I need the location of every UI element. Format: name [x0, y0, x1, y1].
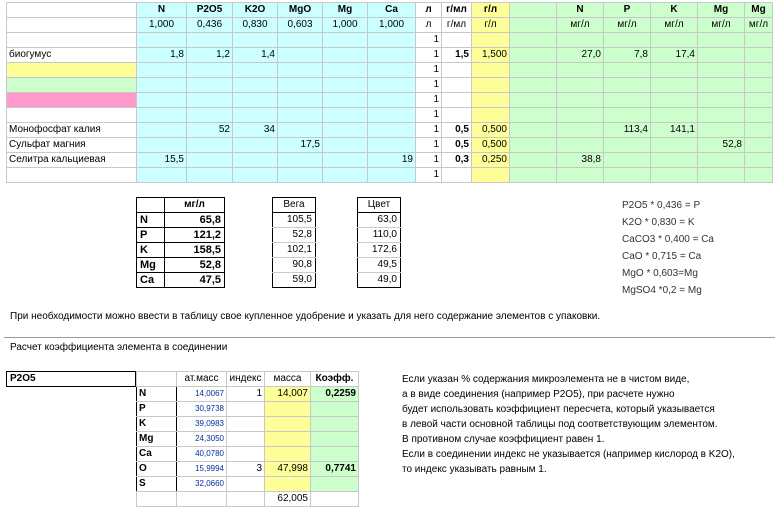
content-cell[interactable]: 34 — [233, 123, 278, 138]
fertilizer-name[interactable]: биогумус — [7, 48, 137, 63]
content-cell[interactable] — [137, 108, 187, 123]
fertilizer-row — [7, 153, 773, 168]
spacer-cell — [510, 78, 557, 93]
mg-cell — [651, 78, 698, 93]
content-cell[interactable] — [187, 78, 233, 93]
density-cell[interactable] — [442, 33, 472, 48]
content-cell[interactable]: 52 — [187, 123, 233, 138]
mg-cell — [604, 78, 651, 93]
fertilizer-name[interactable]: Монофосфат калия — [7, 123, 137, 138]
vega-table — [272, 197, 316, 288]
mass-value — [265, 447, 311, 462]
mass-value — [265, 417, 311, 432]
col-header-extra — [510, 3, 557, 18]
density-cell[interactable] — [442, 168, 472, 183]
unit-mg-2: мг/л — [651, 18, 698, 33]
mg-cell — [557, 93, 604, 108]
content-cell[interactable] — [323, 168, 368, 183]
mg-cell — [745, 93, 773, 108]
col-header-right-4: Mg — [745, 3, 773, 18]
dose-cell: 0,500 — [472, 138, 510, 153]
coef-value — [311, 477, 359, 492]
content-cell[interactable] — [278, 48, 323, 63]
mg-cell — [698, 93, 745, 108]
spacer-cell — [510, 93, 557, 108]
fertilizer-row — [7, 93, 773, 108]
vega-header: Вега — [273, 198, 316, 213]
content-cell[interactable] — [368, 33, 416, 48]
col-header-gl: г/л — [472, 3, 510, 18]
volume-cell[interactable]: 1 — [416, 153, 442, 168]
content-cell[interactable] — [323, 93, 368, 108]
element-label: Ca — [137, 273, 165, 288]
content-cell[interactable] — [323, 48, 368, 63]
content-cell[interactable]: 1,8 — [137, 48, 187, 63]
vega-value: 52,8 — [273, 228, 316, 243]
coef-cell-5[interactable]: 1,000 — [368, 18, 416, 33]
content-cell[interactable] — [233, 93, 278, 108]
coef-element: P — [137, 402, 177, 417]
content-cell[interactable] — [187, 33, 233, 48]
atomic-mass: 30,9738 — [177, 402, 227, 417]
spacer-cell — [510, 123, 557, 138]
main-fertilizer-table — [6, 2, 773, 183]
content-cell[interactable] — [137, 63, 187, 78]
dose-cell: 1,500 — [472, 48, 510, 63]
col-header-5: Ca — [368, 3, 416, 18]
coef-h-k: Коэфф. — [311, 372, 359, 387]
formula-line: MgSO4 *0,2 = Mg — [622, 285, 702, 296]
index-input[interactable] — [227, 432, 265, 447]
mg-cell — [745, 123, 773, 138]
vega-value: 102,1 — [273, 243, 316, 258]
total-blank — [137, 492, 177, 507]
dose-cell — [472, 168, 510, 183]
density-cell[interactable]: 0,5 — [442, 138, 472, 153]
index-input[interactable] — [227, 447, 265, 462]
mg-cell — [604, 93, 651, 108]
fertilizer-row — [7, 33, 773, 48]
density-cell[interactable]: 0,3 — [442, 153, 472, 168]
coef-corner — [137, 372, 177, 387]
atomic-mass: 32,0660 — [177, 477, 227, 492]
content-cell[interactable] — [137, 168, 187, 183]
mass-value — [265, 477, 311, 492]
tsvet-value: 49,0 — [358, 273, 401, 288]
formula-line: K2O * 0,830 = K — [622, 217, 695, 228]
spacer-cell — [510, 48, 557, 63]
content-cell[interactable] — [323, 138, 368, 153]
density-cell[interactable] — [442, 78, 472, 93]
coef-element: O — [137, 462, 177, 477]
coef-value — [311, 432, 359, 447]
mg-cell: 141,1 — [651, 123, 698, 138]
mg-cell — [698, 168, 745, 183]
content-cell[interactable]: 1,2 — [187, 48, 233, 63]
content-cell[interactable] — [278, 33, 323, 48]
total-mass: 62,005 — [265, 492, 311, 507]
spacer-cell — [510, 33, 557, 48]
volume-cell[interactable]: 1 — [416, 48, 442, 63]
unit-mg-0: мг/л — [557, 18, 604, 33]
fertilizer-name[interactable] — [7, 93, 137, 108]
compound-input[interactable]: P2O5 — [6, 371, 136, 387]
fertilizer-row — [7, 138, 773, 153]
volume-cell[interactable]: 1 — [416, 108, 442, 123]
spacer-cell — [510, 63, 557, 78]
mg-cell — [557, 138, 604, 153]
fertilizer-name[interactable]: Сульфат магния — [7, 138, 137, 153]
density-cell[interactable] — [442, 93, 472, 108]
mg-cell — [651, 108, 698, 123]
atomic-mass: 40,0780 — [177, 447, 227, 462]
mg-cell — [698, 78, 745, 93]
mg-cell — [698, 153, 745, 168]
mg-cell: 27,0 — [557, 48, 604, 63]
mg-cell — [557, 63, 604, 78]
calc-title: Расчет коэффициента элемента в соединении — [10, 342, 228, 353]
explanation-line: а в виде соединения (например P2O5), при расчете нужно — [402, 389, 675, 400]
content-cell[interactable] — [137, 78, 187, 93]
explanation-line: то индекс указывать равным 1. — [402, 464, 547, 475]
content-cell[interactable] — [137, 138, 187, 153]
density-cell[interactable] — [442, 63, 472, 78]
content-cell[interactable] — [368, 168, 416, 183]
coef-value: 0,2259 — [311, 387, 359, 402]
col-header-2: K2O — [233, 3, 278, 18]
content-cell[interactable] — [278, 153, 323, 168]
dose-cell — [472, 108, 510, 123]
mg-cell — [604, 138, 651, 153]
mg-cell — [745, 153, 773, 168]
summary-corner — [137, 198, 165, 213]
content-cell[interactable] — [278, 78, 323, 93]
index-input[interactable] — [227, 402, 265, 417]
coef-cell-4[interactable]: 1,000 — [323, 18, 368, 33]
fertilizer-name[interactable]: Селитра кальциевая — [7, 153, 137, 168]
mg-cell — [604, 108, 651, 123]
unit-mg-1: мг/л — [604, 18, 651, 33]
unit-mg-3: мг/л — [698, 18, 745, 33]
vega-value: 59,0 — [273, 273, 316, 288]
element-total: 158,5 — [165, 243, 225, 258]
mg-cell: 7,8 — [604, 48, 651, 63]
col-header-0: N — [137, 3, 187, 18]
content-cell[interactable] — [187, 63, 233, 78]
mg-cell — [651, 33, 698, 48]
spacer-cell — [510, 168, 557, 183]
mass-value: 47,998 — [265, 462, 311, 477]
coef-value: 0,7741 — [311, 462, 359, 477]
content-cell[interactable]: 15,5 — [137, 153, 187, 168]
content-cell[interactable] — [233, 153, 278, 168]
volume-cell[interactable]: 1 — [416, 78, 442, 93]
content-cell[interactable] — [233, 63, 278, 78]
content-cell[interactable] — [323, 63, 368, 78]
mg-cell: 113,4 — [604, 123, 651, 138]
fertilizer-row — [7, 123, 773, 138]
index-input[interactable] — [227, 417, 265, 432]
element-label: Mg — [137, 258, 165, 273]
content-cell[interactable] — [368, 78, 416, 93]
section-divider — [4, 337, 775, 338]
content-cell[interactable] — [187, 168, 233, 183]
mg-cell — [745, 138, 773, 153]
content-cell[interactable] — [233, 168, 278, 183]
density-cell[interactable]: 1,5 — [442, 48, 472, 63]
element-total: 52,8 — [165, 258, 225, 273]
volume-cell[interactable]: 1 — [416, 123, 442, 138]
mg-cell — [557, 78, 604, 93]
col-header-right-3: Mg — [698, 3, 745, 18]
mg-cell — [651, 168, 698, 183]
coef-value — [311, 447, 359, 462]
mg-cell: 52,8 — [698, 138, 745, 153]
coef-h-mass: масса — [265, 372, 311, 387]
tsvet-value: 63,0 — [358, 213, 401, 228]
mass-value: 14,007 — [265, 387, 311, 402]
dose-cell: 0,250 — [472, 153, 510, 168]
volume-cell[interactable]: 1 — [416, 93, 442, 108]
tsvet-header: Цвет — [358, 198, 401, 213]
content-cell[interactable]: 17,5 — [278, 138, 323, 153]
unit-l: л — [416, 18, 442, 33]
note-main: При необходимости можно ввести в таблицу свое купленное удобрение и указать для него содержание элементов с упаковки. — [10, 311, 601, 322]
content-cell[interactable] — [233, 138, 278, 153]
corner-cell — [7, 3, 137, 18]
dose-cell — [472, 63, 510, 78]
total-blank — [227, 492, 265, 507]
coef-cell-3[interactable]: 0,603 — [278, 18, 323, 33]
coef-table — [136, 371, 359, 507]
content-cell[interactable] — [137, 123, 187, 138]
mg-cell — [604, 63, 651, 78]
content-cell[interactable] — [187, 108, 233, 123]
content-cell[interactable] — [137, 33, 187, 48]
dose-cell — [472, 33, 510, 48]
spacer-cell — [510, 153, 557, 168]
content-cell[interactable] — [233, 33, 278, 48]
mg-cell — [745, 108, 773, 123]
mg-cell — [745, 33, 773, 48]
content-cell[interactable]: 1,4 — [233, 48, 278, 63]
mg-cell — [745, 168, 773, 183]
fertilizer-row — [7, 63, 773, 78]
col-header-4: Mg — [323, 3, 368, 18]
unit-blank — [510, 18, 557, 33]
explanation-line: В противном случае коэффициент равен 1. — [402, 434, 605, 445]
mg-cell — [651, 138, 698, 153]
content-cell[interactable] — [368, 108, 416, 123]
explanation-text — [402, 372, 735, 477]
summary-table — [136, 197, 225, 288]
coef-element: S — [137, 477, 177, 492]
coef-value — [311, 402, 359, 417]
explanation-line: в левой части основной таблицы под соответствующим элементом. — [402, 419, 718, 430]
mg-cell — [698, 123, 745, 138]
coef-cell-0[interactable]: 1,000 — [137, 18, 187, 33]
coef-h-am: ат.масс — [177, 372, 227, 387]
atomic-mass: 15,9994 — [177, 462, 227, 477]
fertilizer-name[interactable] — [7, 168, 137, 183]
content-cell[interactable] — [233, 108, 278, 123]
mass-value — [265, 432, 311, 447]
tsvet-value: 110,0 — [358, 228, 401, 243]
vega-value: 105,5 — [273, 213, 316, 228]
element-total: 65,8 — [165, 213, 225, 228]
mg-cell — [651, 153, 698, 168]
col-header-right-1: P — [604, 3, 651, 18]
content-cell[interactable]: 19 — [368, 153, 416, 168]
unit-gl: г/л — [472, 18, 510, 33]
fertilizer-row — [7, 48, 773, 63]
element-total: 47,5 — [165, 273, 225, 288]
formula-line: MgO * 0,603=Mg — [622, 268, 698, 279]
coef-element: Mg — [137, 432, 177, 447]
content-cell[interactable] — [323, 78, 368, 93]
content-cell[interactable] — [278, 93, 323, 108]
density-cell[interactable] — [442, 108, 472, 123]
mg-cell — [557, 123, 604, 138]
atomic-mass: 14,0067 — [177, 387, 227, 402]
tsvet-value: 172,6 — [358, 243, 401, 258]
unit-gml: г/мл — [442, 18, 472, 33]
content-cell[interactable] — [323, 153, 368, 168]
content-cell[interactable] — [368, 63, 416, 78]
volume-cell[interactable]: 1 — [416, 33, 442, 48]
mg-cell — [557, 168, 604, 183]
spacer-cell — [510, 138, 557, 153]
summary-header: мг/л — [165, 198, 225, 213]
element-total: 121,2 — [165, 228, 225, 243]
index-input[interactable]: 3 — [227, 462, 265, 477]
dose-cell: 0,500 — [472, 123, 510, 138]
col-header-3: MgO — [278, 3, 323, 18]
content-cell[interactable] — [137, 93, 187, 108]
mg-cell — [745, 63, 773, 78]
content-cell[interactable] — [368, 138, 416, 153]
volume-cell[interactable]: 1 — [416, 138, 442, 153]
content-cell[interactable] — [323, 123, 368, 138]
fertilizer-name[interactable] — [7, 108, 137, 123]
content-cell[interactable] — [233, 78, 278, 93]
content-cell[interactable] — [368, 93, 416, 108]
mg-cell — [557, 108, 604, 123]
content-cell[interactable] — [278, 123, 323, 138]
tsvet-table — [357, 197, 401, 288]
content-cell[interactable] — [187, 93, 233, 108]
col-header-l: л — [416, 3, 442, 18]
header-row — [7, 3, 773, 18]
fertilizer-name[interactable] — [7, 33, 137, 48]
content-cell[interactable] — [187, 153, 233, 168]
content-cell[interactable] — [278, 63, 323, 78]
col-header-1: P2O5 — [187, 3, 233, 18]
volume-cell[interactable]: 1 — [416, 63, 442, 78]
mg-cell — [745, 78, 773, 93]
coef-row — [7, 18, 773, 33]
dose-cell — [472, 78, 510, 93]
content-cell[interactable] — [278, 168, 323, 183]
fertilizer-row — [7, 168, 773, 183]
content-cell[interactable] — [368, 48, 416, 63]
explanation-line: Если указан % содержания микроэлемента не в чистом виде, — [402, 374, 690, 385]
mg-cell: 17,4 — [651, 48, 698, 63]
formula-line: P2O5 * 0,436 = P — [622, 200, 701, 211]
coef-h-idx: индекс — [227, 372, 265, 387]
index-input[interactable] — [227, 477, 265, 492]
volume-cell[interactable]: 1 — [416, 168, 442, 183]
content-cell[interactable] — [187, 138, 233, 153]
fertilizer-name[interactable] — [7, 78, 137, 93]
formula-line: CaO * 0,715 = Ca — [622, 251, 702, 262]
col-header-right-2: K — [651, 3, 698, 18]
total-blank — [311, 492, 359, 507]
element-label: K — [137, 243, 165, 258]
unit-mg-4: мг/л — [745, 18, 773, 33]
formula-line: CaCO3 * 0,400 = Ca — [622, 234, 714, 245]
col-header-right-0: N — [557, 3, 604, 18]
coef-element: K — [137, 417, 177, 432]
explanation-line: Если в соединении индекс не указывается (например кислород в K2O), — [402, 449, 735, 460]
tsvet-value: 49,5 — [358, 258, 401, 273]
fertilizer-row — [7, 78, 773, 93]
coef-cell-1[interactable]: 0,436 — [187, 18, 233, 33]
explanation-line: будет использовать коэффициент пересчета, который указывается — [402, 404, 715, 415]
corner-cell-2 — [7, 18, 137, 33]
coef-element: Ca — [137, 447, 177, 462]
coef-value — [311, 417, 359, 432]
total-blank — [177, 492, 227, 507]
mg-cell — [698, 48, 745, 63]
mg-cell — [604, 153, 651, 168]
fertilizer-name[interactable] — [7, 63, 137, 78]
coef-element: N — [137, 387, 177, 402]
coef-cell-2[interactable]: 0,830 — [233, 18, 278, 33]
mg-cell: 38,8 — [557, 153, 604, 168]
mg-cell — [698, 33, 745, 48]
vega-value: 90,8 — [273, 258, 316, 273]
mass-value — [265, 402, 311, 417]
mg-cell — [745, 48, 773, 63]
mg-cell — [651, 93, 698, 108]
content-cell[interactable] — [323, 33, 368, 48]
content-cell[interactable] — [278, 108, 323, 123]
content-cell[interactable] — [368, 123, 416, 138]
spacer-cell — [510, 108, 557, 123]
element-label: P — [137, 228, 165, 243]
mg-cell — [651, 63, 698, 78]
fertilizer-row — [7, 108, 773, 123]
mg-cell — [698, 108, 745, 123]
col-header-gml: г/мл — [442, 3, 472, 18]
mg-cell — [604, 33, 651, 48]
content-cell[interactable] — [323, 108, 368, 123]
mg-cell — [557, 33, 604, 48]
mg-cell — [698, 63, 745, 78]
element-label: N — [137, 213, 165, 228]
index-input[interactable]: 1 — [227, 387, 265, 402]
atomic-mass: 24,3050 — [177, 432, 227, 447]
density-cell[interactable]: 0,5 — [442, 123, 472, 138]
mg-cell — [604, 168, 651, 183]
atomic-mass: 39,0983 — [177, 417, 227, 432]
dose-cell — [472, 93, 510, 108]
